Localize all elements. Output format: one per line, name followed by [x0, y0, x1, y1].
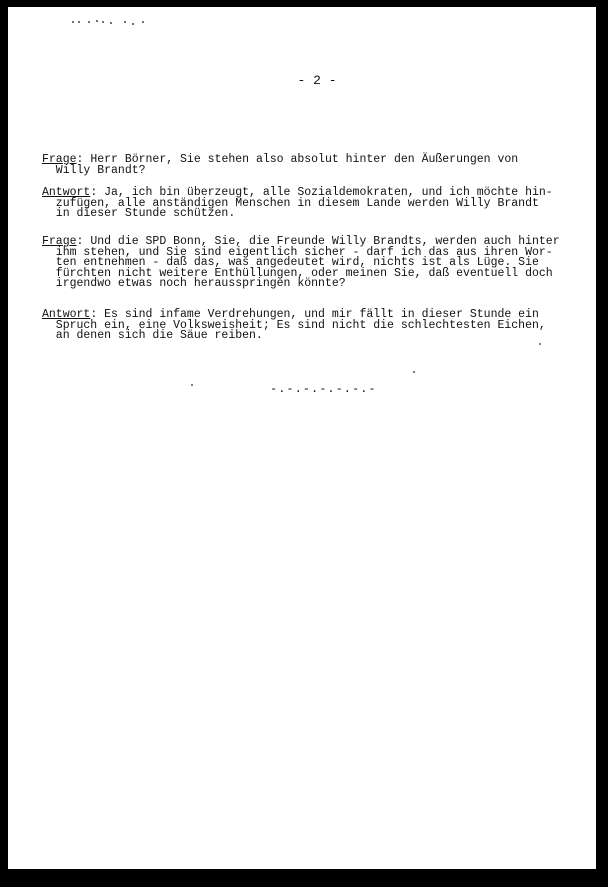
entry-line: : Ja, ich bin überzeugt, alle Sozialdemokraten, und ich möchte hin-: [90, 186, 553, 199]
entry-line: in dieser Stunde schützen.: [42, 207, 236, 220]
entry-line: an denen sich die Säue reiben.: [42, 329, 263, 342]
entry-line: zufügen, alle anständigen Menschen in diesem Lande werden Willy Brandt: [42, 196, 539, 210]
dialogue-entry: [42, 188, 590, 220]
document-page: [8, 7, 596, 869]
scan-mark: [539, 343, 541, 345]
end-marker: -.-.-.-.-.-.-: [270, 382, 377, 396]
dialogue-entry: [42, 237, 590, 290]
entry-line: : Und die SPD Bonn, Sie, die Freunde Willy Brandts, werden auch hinter: [76, 235, 560, 248]
entry-line: fürchten nicht weitere Enthüllungen, oder meinen Sie, daß eventuell doch: [42, 266, 553, 280]
entry-line: ten entnehmen - daß das, was angedeutet wird, nichts ist als Lüge. Sie: [42, 256, 539, 269]
entry-line: Spruch ein, eine Volksweisheit; Es sind nicht die schlechtesten Eichen,: [42, 318, 546, 332]
scan-speckle: [72, 20, 154, 26]
speaker-label: Antwort: [42, 308, 91, 321]
entry-line: irgendwo etwas noch herausspringen könnte?: [42, 277, 346, 290]
scan-mark: [413, 371, 415, 373]
entry-line: ihm stehen, und Sie sind eigentlich sicher - darf ich das aus ihren Wor-: [42, 245, 553, 259]
speaker-label: Frage: [42, 235, 77, 248]
entry-line: Willy Brandt?: [42, 163, 146, 177]
scan-mark: [191, 384, 193, 386]
dialogue-entry: [42, 310, 590, 342]
dialogue-entry: [42, 155, 590, 176]
speaker-label: Antwort: [42, 186, 91, 199]
entry-line: : Es sind infame Verdrehungen, und mir fällt in dieser Stunde ein: [90, 308, 539, 321]
page-number: - 2 -: [297, 73, 337, 88]
entry-line: : Herr Börner, Sie stehen also absolut hinter den Äußerungen von: [76, 153, 519, 166]
speaker-label: Frage: [42, 153, 77, 166]
